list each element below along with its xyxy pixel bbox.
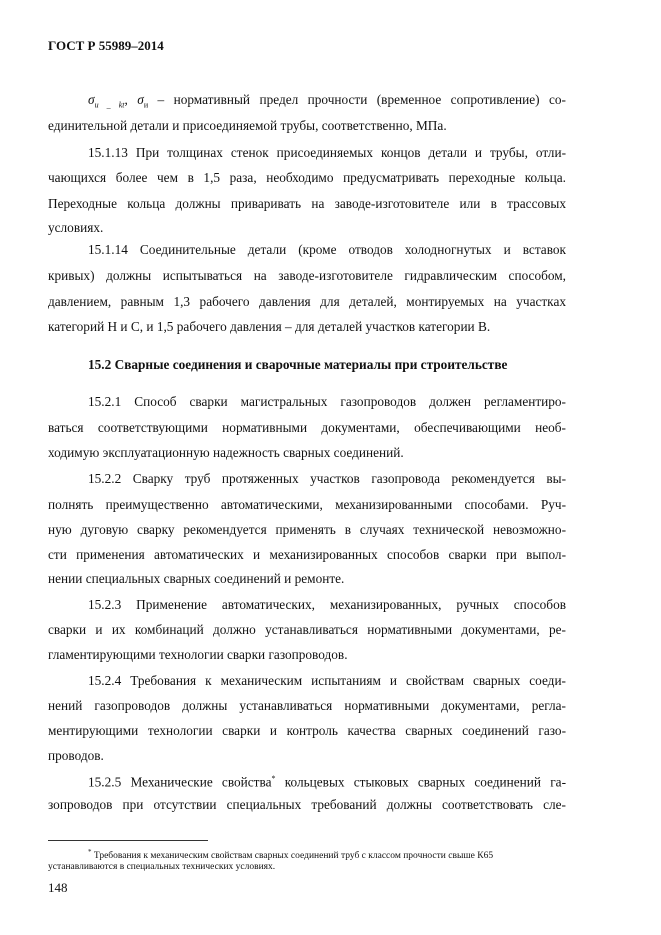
sigma-symbol: σ [88, 92, 95, 107]
text: 15.2.5 Механические свойства [88, 774, 272, 790]
sigma-symbol: σ [137, 92, 144, 107]
text-line: гламентирующими технологии сварки газопроводов. [48, 647, 348, 662]
text-line: давлением, равным 1,3 рабочего давления для деталей, монтируемых на участках [48, 294, 566, 309]
footnote-text: Требования к механическим свойствам сварных соединений труб с классом прочности свыше К65 [93, 851, 494, 862]
text-line: зопроводов при отсутствии специальных требований должны соответствовать сле- [48, 797, 566, 812]
text-line: нений газопроводов должны устанавливаться нормативными документами, регла- [48, 698, 566, 713]
text-line [88, 771, 566, 790]
page-number: 148 [48, 880, 68, 895]
text-line: полнять преимущественно автоматическими, механизированными способами. Руч- [48, 497, 566, 512]
text-line: условиях. [48, 220, 104, 235]
text-line: ваться соответствующими нормативными документами, обеспечивающими необ- [48, 420, 566, 435]
text-line [88, 92, 566, 114]
text: кольцевых стыковых сварных соединений га- [275, 774, 566, 790]
text-line: ходимую эксплуатационную надежность сварных соединений. [48, 445, 404, 460]
text-line: ментирующими технологии сварки и контроль качества сварных соединений газо- [48, 723, 566, 738]
text-line: Переходные кольца должны приваривать на заводе-изготовителе или в трассовых [48, 196, 566, 211]
text-line: 15.2.4 Требования к механическим испытаниям и свойствам сварных соеди- [88, 673, 566, 688]
text-line: 15.2.1 Способ сварки магистральных газопроводов должен регламентиро- [88, 394, 566, 409]
footnote-line-2: устанавливаются в специальных технических условиях. [48, 862, 276, 872]
sigma-subscript: и _ kt [94, 100, 125, 110]
text-line: сти применения автоматических и механизированных способов сварки при выпол- [48, 547, 566, 562]
footnote-mark: * [88, 848, 92, 856]
text-line: 15.2.2 Сварку труб протяженных участков газопровода рекомендуется вы- [88, 471, 566, 486]
footnote-ref: * [271, 774, 276, 783]
section-heading: 15.2 Сварные соединения и сварочные материалы при строительстве [88, 357, 508, 372]
text-line: ную дуговую сварку рекомендуется применять в случаях технической невозможно- [48, 522, 566, 537]
text-line: сварки и их комбинаций должно устанавливаться нормативными документами, ре- [48, 622, 566, 637]
text-line: кривых) должны испытываться на заводе-изготовителе гидравлическим способом, [48, 268, 566, 283]
text: – нормативный предел прочности (временное сопротивление) со- [148, 92, 566, 107]
text-line: категорий Н и С, и 1,5 рабочего давления – для деталей участков категории В. [48, 319, 491, 334]
text-line: чающихся более чем в 1,5 раза, необходимо предусматривать переходные кольца. [48, 170, 566, 185]
text-line: 15.1.14 Соединительные детали (кроме отводов холодногнутых и вставок [88, 242, 566, 257]
sigma-subscript: и [143, 100, 149, 110]
text-line: проводов. [48, 748, 104, 763]
document-header: ГОСТ Р 55989–2014 [48, 38, 164, 53]
text-line: 15.2.3 Применение автоматических, механизированных, ручных способов [88, 597, 566, 612]
text-line: нении специальных сварных соединений и ремонте. [48, 571, 345, 586]
text-line: единительной детали и присоединяемой трубы, соответственно, МПа. [48, 118, 447, 133]
footnote-divider [48, 840, 208, 841]
text-line: 15.1.13 При толщинах стенок присоединяемых концов детали и трубы, отли- [88, 145, 566, 160]
separator: , [124, 92, 138, 107]
footnote-line-1 [88, 846, 606, 862]
